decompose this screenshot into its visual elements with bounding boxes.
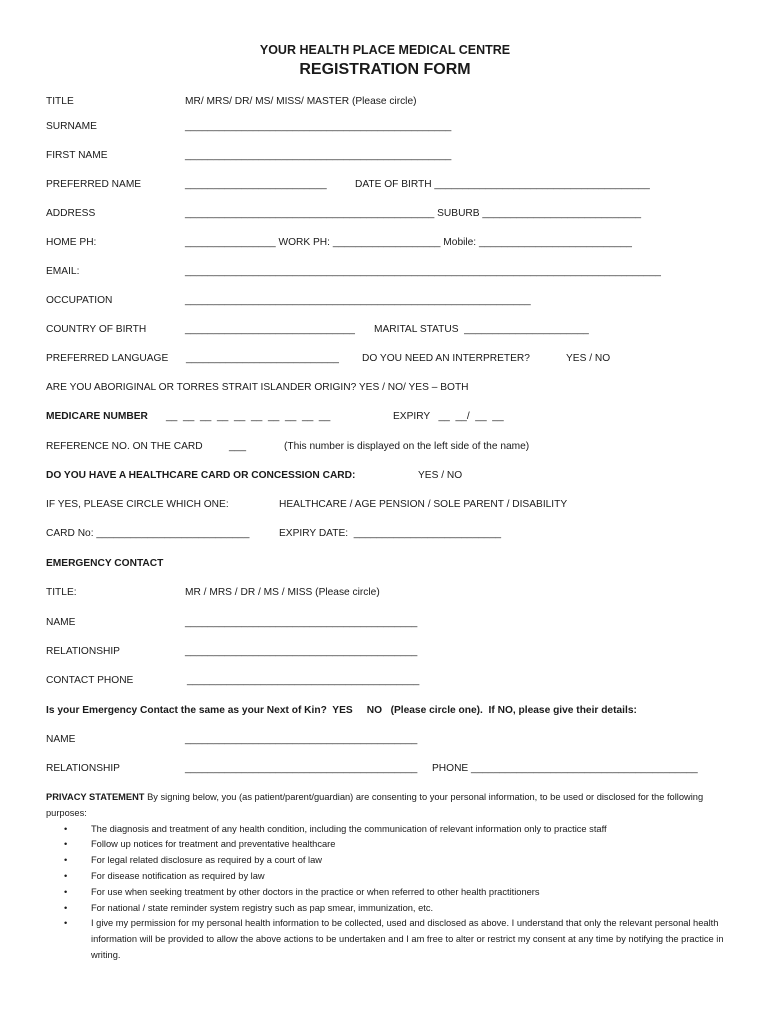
list-item [46, 853, 736, 869]
emergency-contact-heading: EMERGENCY CONTACT [46, 558, 164, 569]
list-item [46, 869, 736, 885]
title-options[interactable]: MR/ MRS/ DR/ MS/ MISS/ MASTER (Please circle) [185, 96, 417, 107]
bullet-icon: • [64, 918, 68, 929]
nok-relationship-field[interactable]: _________________________________________ [185, 763, 418, 774]
nok-relationship-label: RELATIONSHIP [46, 763, 120, 774]
medicare-expiry-field[interactable]: EXPIRY __ __/ __ __ [393, 411, 504, 422]
nok-phone-field[interactable]: PHONE ________________________________________ [432, 763, 698, 774]
occupation-field[interactable]: _____________________________________________________________ [185, 295, 531, 306]
occupation-label: OCCUPATION [46, 295, 113, 306]
medicare-number-field[interactable]: __ __ __ __ __ __ __ __ __ __ [166, 411, 331, 422]
privacy-purpose-text: For legal related disclosure as required by a court of law [91, 855, 322, 866]
address-suburb-field[interactable]: ____________________________________________ SUBURB ____________________________ [185, 208, 642, 219]
privacy-purpose-text: For national / state reminder system registry such as pap smear, immunization, etc. [91, 902, 434, 913]
privacy-intro-text: By signing below, you (as patient/parent/guardian) are consenting to your personal information, to be used or disclosed for the following purposes: [46, 792, 704, 818]
language-label: PREFERRED LANGUAGE [46, 353, 169, 364]
aboriginal-question[interactable]: ARE YOU ABORIGINAL OR TORRES STRAIT ISLANDER ORIGIN? YES / NO/ YES – BOTH [46, 382, 469, 393]
bullet-icon: • [64, 870, 68, 881]
privacy-purpose-text: For use when seeking treatment by other doctors in the practice or when referred to other health practitioners [91, 886, 540, 897]
bullet-icon: • [64, 902, 68, 913]
privacy-consent-text: I give my permission for my personal health information to be collected, used and disclosed as above. I understand that only the relevant personal health information will be provided to allow the above actions to be undertaken and I am free to alter or restrict my consent at any time by notifying the practice in writing. [91, 918, 724, 960]
list-item [46, 885, 736, 901]
concession-options[interactable]: YES / NO [418, 470, 463, 481]
preferred-name-label: PREFERRED NAME [46, 179, 142, 190]
date-of-birth-field[interactable]: DATE OF BIRTH ______________________________________ [355, 179, 650, 190]
address-label: ADDRESS [46, 208, 96, 219]
privacy-purpose-text: For disease notification as required by law [91, 870, 265, 881]
surname-label: SURNAME [46, 121, 97, 132]
email-label: EMAIL: [46, 266, 80, 277]
bullet-icon: • [64, 886, 68, 897]
privacy-purpose-text: The diagnosis and treatment of any health condition, including the communication of relevant information only to practice staff [91, 823, 607, 834]
card-type-label: IF YES, PLEASE CIRCLE WHICH ONE: [46, 499, 229, 510]
privacy-purposes-list [46, 822, 736, 964]
next-of-kin-question[interactable]: Is your Emergency Contact the same as your Next of Kin? YES NO (Please circle one). If NO, please give their details: [46, 705, 637, 716]
nok-name-label: NAME [46, 734, 76, 745]
country-field[interactable]: ______________________________ [185, 324, 355, 335]
bullet-icon: • [64, 855, 68, 866]
privacy-heading: PRIVACY STATEMENT [46, 792, 145, 802]
emergency-phone-field[interactable]: _________________________________________ [187, 675, 420, 686]
surname-field[interactable]: _______________________________________________ [185, 121, 452, 132]
country-label: COUNTRY OF BIRTH [46, 324, 147, 335]
title-label: TITLE [46, 96, 74, 107]
concession-question: DO YOU HAVE A HEALTHCARE CARD OR CONCESSION CARD: [46, 470, 356, 481]
bullet-icon: • [64, 823, 68, 834]
language-field[interactable]: ___________________________ [186, 353, 339, 364]
privacy-intro [46, 790, 736, 822]
emergency-title-label: TITLE: [46, 587, 77, 598]
emergency-phone-label: CONTACT PHONE [46, 675, 134, 686]
reference-note: (This number is displayed on the left side of the name) [284, 441, 530, 452]
card-type-options[interactable]: HEALTHCARE / AGE PENSION / SOLE PARENT / DISABILITY [279, 499, 568, 510]
reference-field[interactable]: ___ [229, 441, 246, 452]
nok-name-field[interactable]: _________________________________________ [185, 734, 418, 745]
form-title: REGISTRATION FORM [299, 61, 471, 78]
email-field[interactable]: ____________________________________________________________________________________ [185, 266, 661, 277]
emergency-relationship-field[interactable]: _________________________________________ [185, 646, 418, 657]
list-item [46, 837, 736, 853]
card-number-field[interactable]: CARD No: ___________________________ [46, 528, 250, 539]
phone-fields[interactable]: ________________ WORK PH: ___________________ Mobile: ___________________________ [185, 237, 632, 248]
privacy-statement [46, 790, 736, 964]
emergency-relationship-label: RELATIONSHIP [46, 646, 120, 657]
first-name-field[interactable]: _______________________________________________ [185, 150, 452, 161]
reference-label: REFERENCE NO. ON THE CARD [46, 441, 203, 452]
emergency-name-label: NAME [46, 617, 76, 628]
card-expiry-field[interactable]: EXPIRY DATE: __________________________ [279, 528, 502, 539]
privacy-purpose-text: Follow up notices for treatment and preventative healthcare [91, 839, 336, 850]
interpreter-question: DO YOU NEED AN INTERPRETER? [362, 353, 530, 364]
marital-status-field[interactable]: MARITAL STATUS ______________________ [374, 324, 589, 335]
list-item [46, 822, 736, 838]
interpreter-options[interactable]: YES / NO [566, 353, 611, 364]
list-item [46, 901, 736, 917]
emergency-title-options[interactable]: MR / MRS / DR / MS / MISS (Please circle) [185, 587, 380, 598]
medicare-label: MEDICARE NUMBER [46, 411, 148, 422]
preferred-name-field[interactable]: _________________________ [185, 179, 327, 190]
clinic-name: YOUR HEALTH PLACE MEDICAL CENTRE [259, 43, 511, 57]
bullet-icon: • [64, 839, 68, 850]
home-phone-label: HOME PH: [46, 237, 97, 248]
first-name-label: FIRST NAME [46, 150, 108, 161]
emergency-name-field[interactable]: _________________________________________ [185, 617, 418, 628]
list-item [46, 916, 736, 963]
